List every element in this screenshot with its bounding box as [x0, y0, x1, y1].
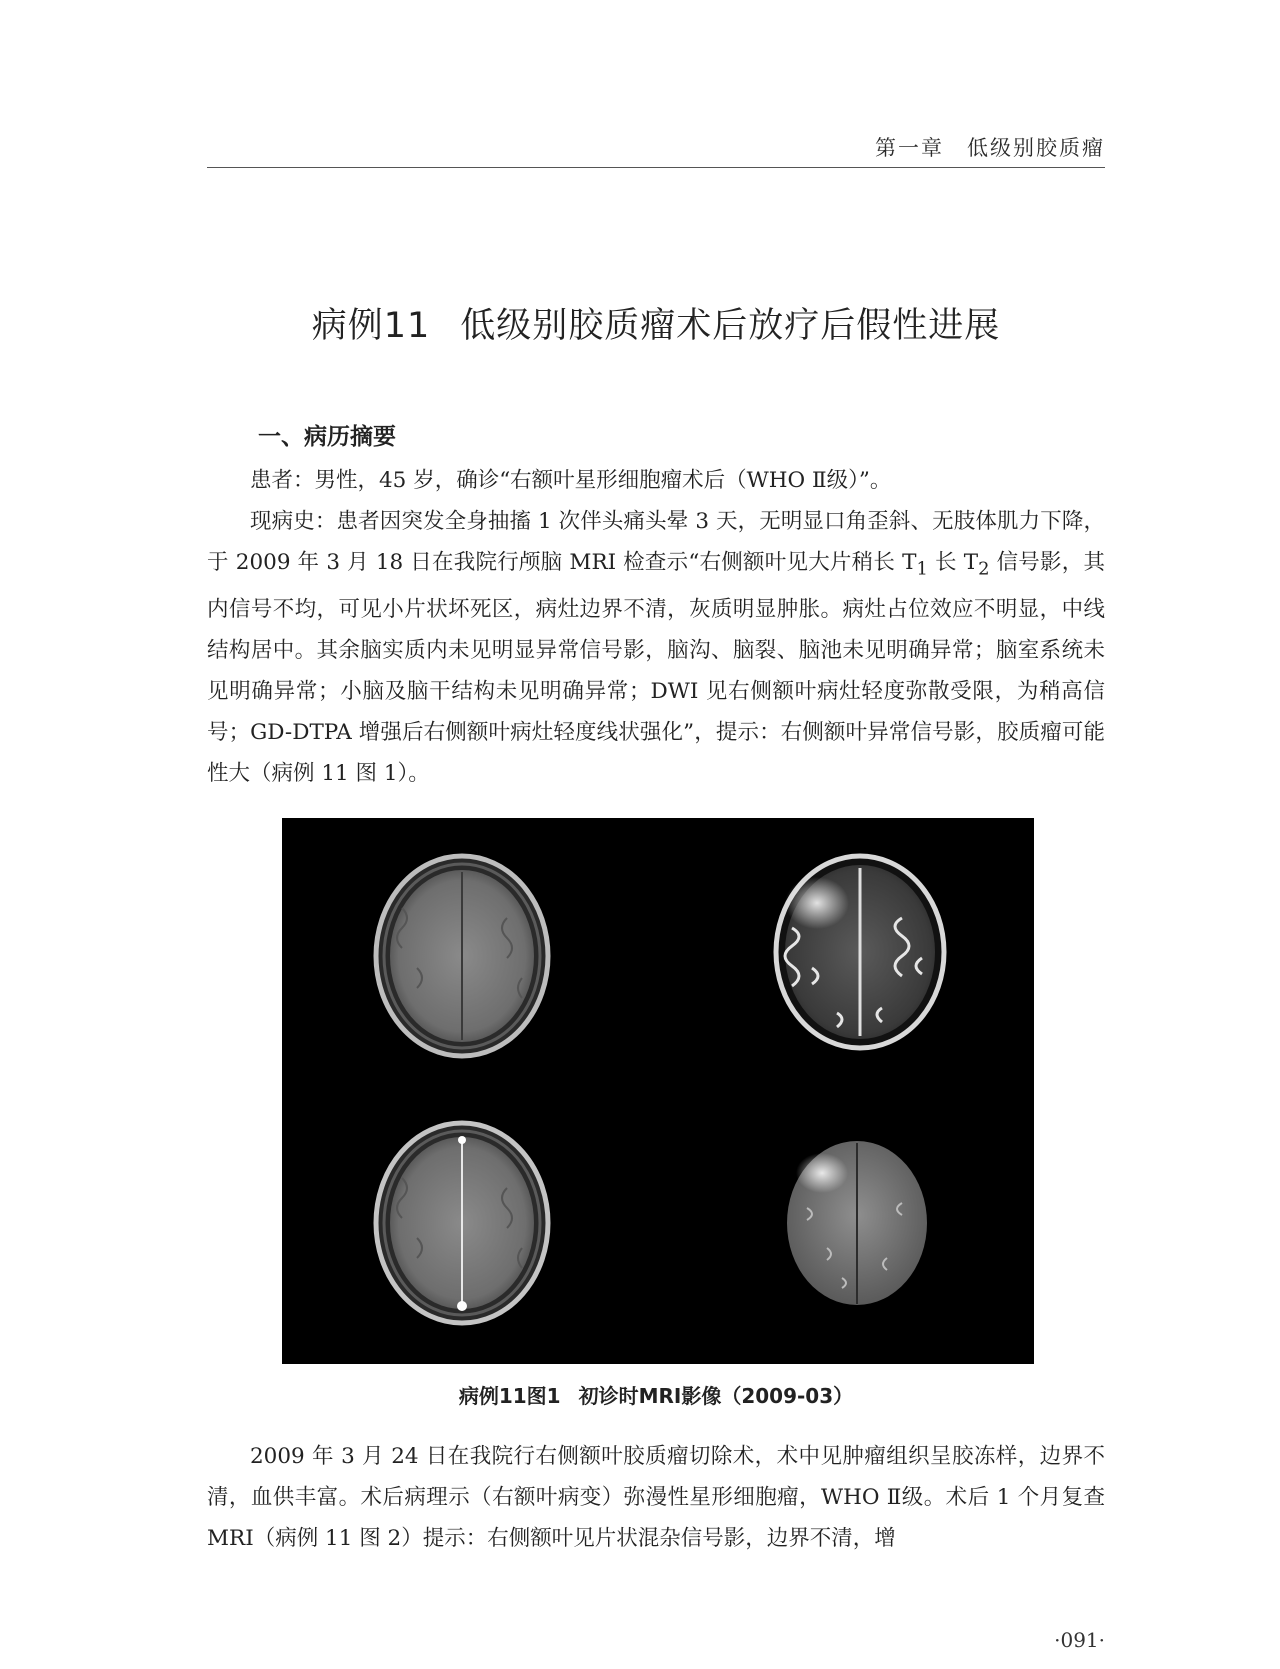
caption-text: 初诊时MRI影像（2009-03） [578, 1384, 854, 1408]
case-title-text: 低级别胶质瘤术后放疗后假性进展 [460, 306, 1001, 346]
history-text-a: 现病史：患者因突发全身抽搐 1 次伴头痛头晕 3 天，无明显口角歪斜、无肢体肌力下降，于 2009 年 3 月 18 日在我院行颅脑 MRI 检查示“右侧额叶见大片稍长 T [207, 509, 1105, 575]
mri-t1-contrast-axial [376, 1123, 548, 1323]
mri-t2-axial [776, 856, 944, 1048]
caption-label: 病例11图1 [458, 1384, 561, 1408]
mri-t1-axial [376, 856, 548, 1056]
subscript-1: 1 [916, 558, 928, 580]
subscript-2: 2 [978, 558, 990, 580]
figure-caption [207, 1380, 1105, 1409]
paragraph-patient: 患者：男性，45 岁，确诊“右额叶星形细胞瘤术后（WHO Ⅱ级）”。 [250, 468, 892, 493]
paragraph-history [207, 501, 1105, 794]
mri-figure [282, 818, 1034, 1364]
mri-panels [282, 818, 1034, 1364]
section-heading: 一、病历摘要 [258, 424, 396, 450]
paragraph-surgery: 2009 年 3 月 24 日在我院行右侧额叶胶质瘤切除术，术中见肿瘤组织呈胶冻样，边界不清，血供丰富。术后病理示（右额叶病变）弥漫性星形细胞瘤，WHO Ⅱ级。术后 1 个月复查 MRI（病例 11 图 2）提示：右侧额叶见片状混杂信号影，边界不清，增 [207, 1444, 1105, 1551]
case-number: 病例11 [311, 306, 431, 346]
header-rule [207, 167, 1105, 168]
page-number: ·091· [1054, 1628, 1105, 1652]
mri-dwi-axial [787, 1141, 927, 1305]
history-text-c: 信号影，其内信号不均，可见小片状坏死区，病灶边界不清，灰质明显肿胀。病灶占位效应不明显，中线结构居中。其余脑实质内未见明显异常信号影，脑沟、脑裂、脑池未见明确异常；脑室系统未见明确异常；小脑及脑干结构未见明确异常；DWI 见右侧额叶病灶轻度弥散受限，为稍高信号；GD-DTPA 增强后右侧额叶病灶轻度线状强化”，提示：右侧额叶异常信号影，胶质瘤可能性大（病例 11 图 1）。 [207, 550, 1105, 787]
history-text-b: 长 T [927, 550, 979, 575]
running-head: 第一章 低级别胶质瘤 [875, 136, 1105, 160]
case-title [207, 298, 1105, 348]
